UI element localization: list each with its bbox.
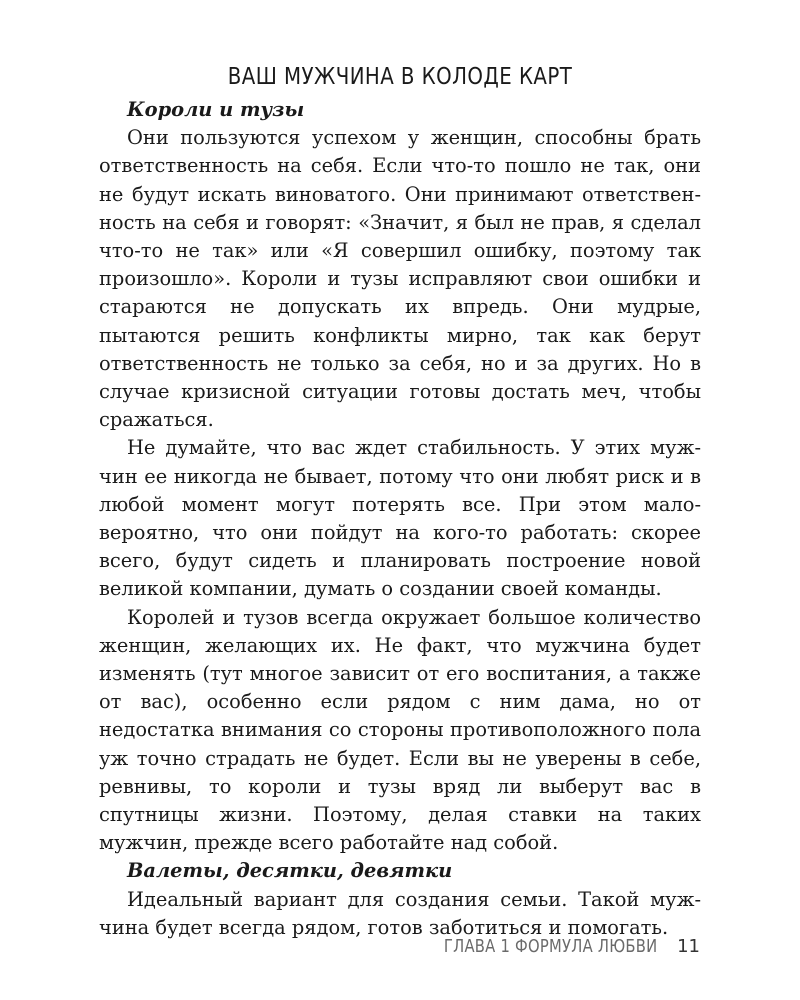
section-heading-jacks-tens-nines: Валеты, десятки, девятки [127,859,453,883]
page-number: 11 [677,936,700,957]
paragraph: Королей и тузов всегда окружает большое количество женщин, желающих их. Не факт, что мужчина будет изменять (тут многое зависит от его воспитания, а также от вас), особенно если рядом с ним дама, но от недостатка внимания со стороны противоположного пола уж точно страдать не будет. Если вы не уверены в себе, ревнивы, то короли и тузы вряд ли выберут вас в спутницы жизни. Поэтому, делая ставки на таких мужчин, прежде всего работайте над собой. [99,605,701,855]
section-heading-kings-aces: Короли и тузы [127,98,305,121]
paragraph: Идеальный вариант для создания семьи. Такой мужчина будет всегда рядом, готов заботиться и помогать. [99,887,701,939]
chapter-title: ГЛАВА 1 ФОРМУЛА ЛЮБВИ [443,936,658,957]
page-footer [397,936,700,957]
running-head: ВАШ МУЖЧИНА В КОЛОДЕ КАРТ [227,64,573,90]
body-text [99,96,701,942]
paragraph: Они пользуются успехом у женщин, способны брать ответственность на себя. Если что-то пошло не так, они не будут искать виноватого. Они принимают ответственность на себя и говорят: «Значит, я был не прав, я сделал что-то не так» или «Я совершил ошибку, поэтому так произошло». Короли и тузы исправляют свои ошибки и стараются не допускать их впредь. Они мудрые, пытаются решить конфликты мирно, так как берут ответственность не только за себя, но и за других. Но в случае кризисной ситуации готовы достать меч, чтобы сражаться. [99,126,701,432]
paragraph: Не думайте, что вас ждет стабильность. У этих мужчин ее никогда не бывает, потому что они любят риск и в любой момент могут потерять все. При этом маловероятно, что они пойдут на кого-то работать: скорее всего, будут сидеть и планировать построение новой великой компании, думать о создании своей команды. [99,436,701,601]
